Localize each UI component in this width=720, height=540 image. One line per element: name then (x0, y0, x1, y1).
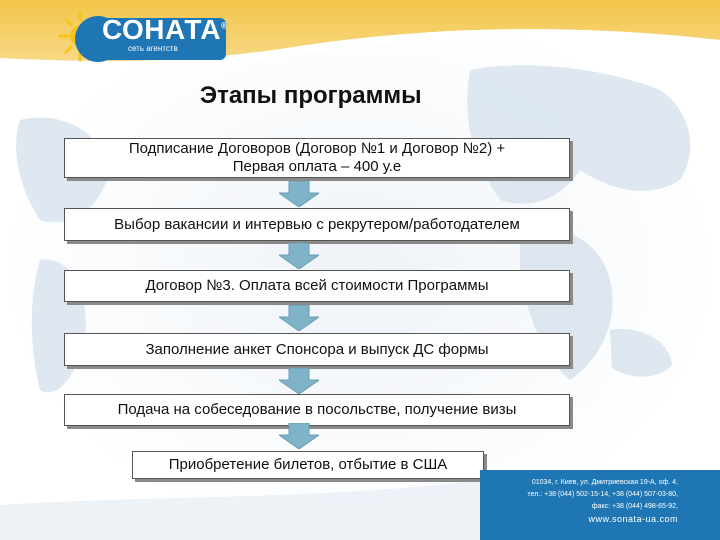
footer-fax: факс: +38 (044) 498-65-92, (591, 503, 678, 510)
arrow-down-icon (279, 368, 319, 394)
page-title: Этапы программы (200, 82, 422, 109)
step-6-tickets-departure (132, 451, 484, 479)
arrow-down-icon (279, 243, 319, 269)
step-2-label: Выбор вакансии и интервью с рекрутером/работодателем (114, 215, 520, 233)
step-5-label: Подача на собеседование в посольстве, получение визы (117, 401, 517, 418)
step-2-vacancy-interview (64, 208, 570, 241)
step-1-contracts (64, 138, 570, 178)
step-5-embassy-visa (64, 394, 570, 426)
step-4-label: Заполнение анкет Спонсора и выпуск ДС формы (145, 340, 489, 358)
step-4-sponsor-forms (64, 333, 570, 366)
footer-phone: тел.: +38 (044) 502-15-14, +38 (044) 507-03-80, (527, 491, 678, 498)
step-1-line-1: Подписание Договоров (Договор №1 и Договор №2) + (128, 140, 506, 157)
step-3-contract-payment (64, 270, 570, 302)
logo-brand-text: СОНАТА® (102, 14, 229, 45)
arrow-down-icon (279, 305, 319, 331)
footer-contacts (418, 477, 678, 525)
arrow-down-icon (279, 181, 319, 207)
logo-subtitle: сеть агентств (128, 44, 178, 53)
footer-address: 01034, г. Киев, ул. Дмитриевская 19-А, оф. 4, (531, 479, 678, 486)
footer-website-link[interactable]: www.sonata-ua.com (588, 514, 678, 524)
step-1-line-2: Первая оплата – 400 у.е (232, 158, 402, 175)
step-3-label: Договор №3. Оплата всей стоимости Программы (145, 277, 489, 294)
arrow-down-icon (279, 423, 319, 449)
step-6-label: Приобретение билетов, отбытие в США (168, 456, 448, 473)
